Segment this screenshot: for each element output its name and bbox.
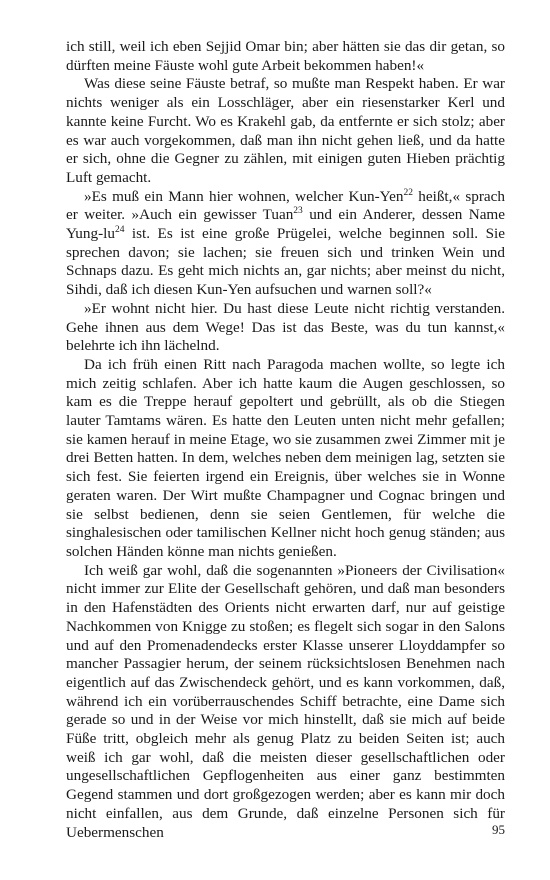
paragraph-text: »Es muß ein Mann hier wohnen, welcher Kun-Yen (84, 187, 404, 205)
body-text (66, 38, 505, 842)
paragraph (66, 300, 505, 356)
paragraph-text: Da ich früh einen Ritt nach Paragoda machen wollte, so legte ich mich zeitig schlafen. Aber ich hatte kaum die Augen geschlossen, so kam es die Treppe herauf gepoltert und gebrüllt, als ob die Stiegen lauter Tamtams wären. Es hatte den Leuten unten nicht mehr gefallen; sie kamen herauf in meine Etage, wo sie zusammen zwei Zimmer mit je drei Betten hatten. In dem, welches neben dem meinigen lag, setzten sie sich fest. Sie feierten irgend ein Ereignis, über welches sie in Wonne geraten waren. Der Wirt mußte Champagner und Cognac bringen und sie selbst bedienen, denn sie seien Gentlemen, für welche die singhalesischen oder tamilischen Kellner nicht hoch genug ständen; aus solchen Händen könne man nichts genießen. (66, 355, 505, 560)
paragraph-text: heißt,« sprach er weiter. »Auch ein gewisser Tuan (66, 187, 505, 224)
footnote-marker: 24 (114, 224, 125, 235)
paragraph-text: ich still, weil ich eben Sejjid Omar bin; aber hätten sie das dir getan, so dürften meine Fäuste wohl gute Arbeit bekommen haben!« (66, 38, 505, 74)
paragraph (66, 38, 505, 75)
paragraph (66, 75, 505, 187)
page-number: 95 (492, 822, 505, 837)
paragraph-text: »Er wohnt nicht hier. Du hast diese Leute nicht richtig verstanden. Gehe ihnen aus dem Wege! Das ist das Beste, was du tun kannst,« belehrte ich ihn lächelnd. (66, 299, 505, 355)
paragraph-text: Was diese seine Fäuste betraf, so mußte man Respekt haben. Er war nichts weniger als ein Losschläger, aber ein riesenstarker Kerl und kannte keine Furcht. Wo es Krakehl gab, da entfernte er sich stolz; aber es war auch vorgekommen, daß man ihn nicht gehen ließ, und da hatte er sich, ohne die Gegner zu zählen, mit einigen guten Hieben prächtig Luft gemacht. (66, 75, 505, 186)
paragraph-text: Ich weiß gar wohl, daß die sogenannten »Pioneers der Civilisation« nicht immer zur Elite der Gesellschaft gehören, und daß man besonders in den Hafenstädten des Orients nicht erwarten darf, nur auf geistige Nachkommen von Knigge zu stoßen; es flegelt sich sogar in den Salons und auf den Promenadendecks erster Klasse unserer Lloyddampfer so mancher Passagier herum, der seinem rücksichtslosen Benehmen nach eigentlich auf das Zwischendeck gehört, und es kann vorkommen, daß, während ich ein vorüberrauschendes Schiff betrachte, eine Dame sich gerade so und in der Weise vor mich hinstellt, daß sie mich auf beide Füße tritt, obgleich mehr als genug Platz zu beiden Seiten ist; auch weiß ich gar wohl, daß die meisten dieser gesellschaftlichen oder ungesellschaftlichen Gepflogenheiten aus einer ganz bestimmten Gegend stammen und dort großgezogen werden; aber es kann mir doch nicht einfallen, aus dem Grunde, daß einzelne Personen sich für Uebermenschen (66, 561, 505, 841)
footnote-marker: 22 (403, 187, 413, 198)
paragraph (66, 562, 505, 843)
paragraph-text: und ein Anderer, dessen Name Yung-lu (66, 206, 505, 243)
footnote-marker: 23 (293, 206, 303, 217)
paragraph-text: ist. Es ist eine große Prügelei, welche beginnen soll. Sie sprechen davon; sie lachen; sie freuen sich und trinken Wein und Schnaps dazu. Es geht mich nichts an, gar nichts; aber meinst du nicht, Sihdi, daß ich diesen Kun-Yen aufsuchen und warnen soll?« (66, 225, 505, 299)
paragraph (66, 188, 505, 300)
paragraph (66, 356, 505, 562)
